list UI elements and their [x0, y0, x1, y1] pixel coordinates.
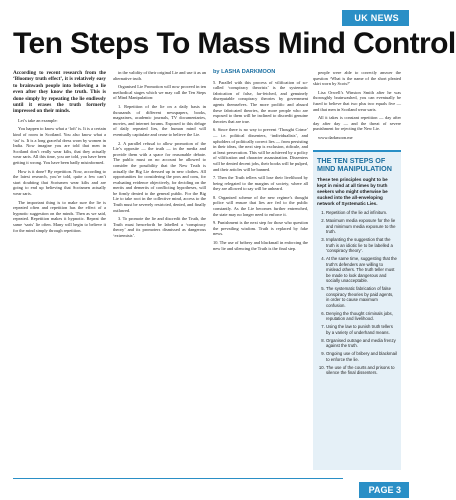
article-body [13, 70, 401, 470]
paragraph: 6. Since there is no way to prevent ‘Thought Crime’ — i.e. political dissenters, ‘individualists’, and upholders of politically correct lies — from persisting in their ideas, the next step is exclusion, ridicule, and at least persecution. This will be achieved by a policy of vilification and character assassination. Dissenters will be denied decent jobs, their books will be pulped, and their articles will be banned. [213, 127, 308, 172]
list-item: 5. The systematic fabrication of false conspiracy theories by paid agents, in order to cause maximum confusion. [326, 286, 397, 308]
paragraph: How is it done? By repetition. Now, according to the latest research, you’re told, quite a few can’t start doubting that Scotsmen wear kilts and are going to end up believing that Scotsmen actually wear saris. [13, 168, 106, 196]
steps-list [317, 210, 397, 376]
paragraph: www.darkmoon.me [318, 134, 353, 140]
paragraph: 10. The use of bribery and blackmail in enforcing the new lie and silencing the Truth is the final step. [213, 240, 308, 251]
page-number: PAGE 3 [359, 482, 409, 498]
footer [0, 478, 409, 500]
paragraph: 8. Organised scheme of the new regime’s thought police will ensure that lies are fed to the public constantly. As the Lie becomes further entrenched, the state may no longer need to enforce it. [213, 194, 308, 217]
list-item: 7. Using the law to punish truth tellers by a variety of underhand means. [326, 324, 397, 335]
sidebar-intro: These ten principles ought to be kept in mind at all times by truth seekers who might otherwise be sucked into the all-enveloping network of Systematic Lies. [317, 177, 388, 206]
paragraph: All it takes is constant repetition — day after day after day — and the threat of severe punishment for rejecting the New Lie. [313, 115, 401, 132]
paragraph: in the validity of their original Lie and use it as an alternative truth. [113, 70, 206, 81]
paragraph: 9. Punishment is the next step for those who question the prevailing wisdom. Truth is replaced by fake news. [213, 220, 308, 237]
paragraph: 3. To promote the lie and discredit the Truth, the Truth must henceforth be labelled a ‘conspiracy theory’ and its promoters dismissed as dangerous ‘extremists’. [113, 216, 206, 239]
paragraph: 5. Parallel with this process of vilification of so-called ‘conspiracy theorists’ is the systematic fabrication of false, far-fetched, and genuinely disreputable conspiracy theories by government agents themselves. The more prolific and absurd these fabricated theories, the more people who are exposed to them will be inclined to discredit genuine theories that are true. [213, 79, 308, 124]
footer-rule [13, 478, 343, 479]
header-bar [0, 0, 409, 28]
paragraph: 1. Repetition of the lie on a daily basis in thousands of different newspapers, books, magazines, academic journals, TV documentaries, movies, and internet forums. Exposed to this deluge of daily repeated lies, the human mind will eventually capitulate and cease to believe the Lie. [113, 103, 206, 137]
paragraph: people were able to correctly answer the question ‘What is the name of the short pleated skirt worn by Scots?’ [313, 70, 401, 87]
paragraph: 7. Then the Truth tellers will lose their livelihood by being relegated to the margins of society, where all they are allowed to say will be unheard. [213, 175, 308, 192]
lead-paragraph: According to recent research from the ‘Bloomsy truth effect’, it is relatively easy to brainwash people into believing a lie even after they know the truth. This is done simply by repeating the lie endlessly until it erases the truth formerly impressed on their minds. [13, 70, 106, 115]
column-2 [113, 70, 206, 470]
column-3 [213, 70, 308, 470]
paragraph: You happen to know what a ‘loft’ is. It is a certain kind of room in Scotland. You also know what a ‘tat’ is. It is a long graceful dress worn by women in India. Now imagine you are told that men in Scotland don’t really wear kilts, that they actually wear saris. All this time, you are told, you have been getting it wrong. You have been badly misinformed. [13, 126, 106, 165]
byline: by LASHA DARKMOON [213, 69, 276, 75]
sidebar-title: THE TEN STEPS OF MIND MANIPULATION [317, 156, 392, 174]
paragraph: Organised Lie Promotion will now proceed in ten methodical stages which we may call the Ten Steps of Mind Manipulation: [113, 84, 206, 101]
list-item: 1. Repetition of the lie ad infinitum. [326, 210, 397, 216]
column-1 [13, 70, 106, 470]
list-item: 6. Denying the thought criminals jobs, reputation and livelihood. [326, 311, 397, 322]
section-label: UK NEWS [342, 10, 409, 26]
list-item: 8. Organised outrage and media frenzy against the truth. [326, 338, 397, 349]
paragraph: Let’s take an example: [18, 117, 58, 123]
paragraph: The important thing is to make sure the lie is repeated often and repetition has the effect of a hypnotic suggestion on the minds. Then as we said, repeated. Repetition makes it hypnotic. Repeat the same ‘saris’ lie often. Many will begin to believe it for the mind simply through repetition. [13, 199, 106, 233]
sidebar-box [313, 150, 401, 470]
paragraph: Lisa Orwell’s Winston Smith after he was thoroughly brainwashed, you can eventually be fused to believe that two plus two equals five — and that men in Scotland wear saris. [313, 89, 401, 112]
article-title: Ten Steps To Mass Mind Control [13, 27, 456, 60]
list-item: 10. The use of the courts and prisons to silence the final dissenters. [326, 365, 397, 376]
list-item: 2. Maximum media exposure for the lie and minimum media exposure to the truth. [326, 218, 397, 235]
paragraph: 2. A parallel refusal to allow promotion of the Lie’s opposite — the truth — in the media and provide them with a space for reasonable debate. The public must on no account be allowed to consider the possibility that the New Truth is actually the Big Lie dressed up in new clothes. All opportunities for considering the pros and cons, for evaluating evidence objectively, for deciding on the merits and demerits of conflicting hypotheses, will be firmly denied to the general public. For the Big Lie to take root in the collective mind, access to the Truth must be severely restricted, denied, and finally outlawed. [113, 140, 206, 213]
list-item: 4. At the same time, suggesting that the truth’s defenders are willing to mislead others. The truth teller must be made to look dangerous and socially unacceptable. [326, 256, 397, 284]
list-item: 9. Ongoing use of bribery and blackmail to enforce the lie. [326, 351, 397, 362]
list-item: 3. Implanting the suggestion that the truth is an idiotic lie to be labelled a ‘conspiracy theory’. [326, 237, 397, 254]
